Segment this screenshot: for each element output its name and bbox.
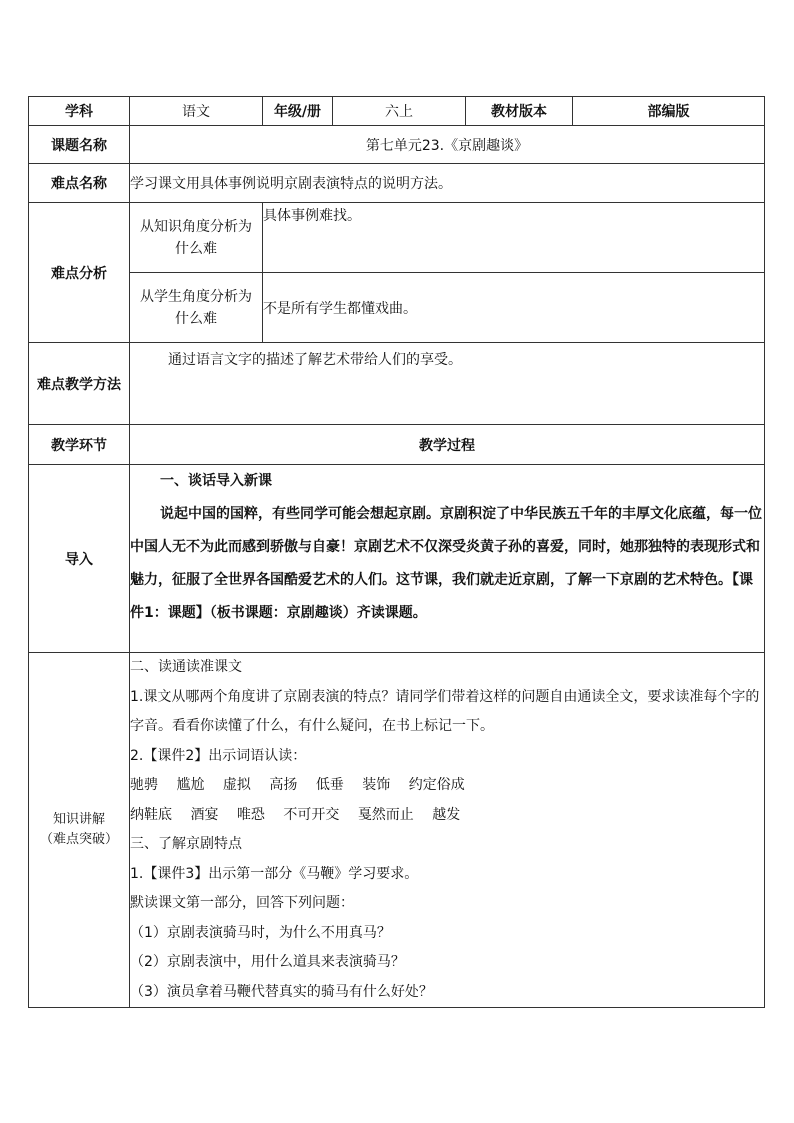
knowledge-row (29, 653, 765, 1008)
header-row (29, 97, 765, 126)
knowledge-content (130, 653, 765, 1008)
word-item: 驰骋 (130, 777, 158, 793)
word-item: 戛然而止 (357, 806, 414, 823)
word-item: 虚拟 (222, 777, 251, 793)
lesson-plan-table (28, 96, 765, 1008)
lesson-row (29, 126, 765, 164)
sub-question-2: （2）京剧表演中，用什么道具来表演骑马？ (130, 954, 405, 970)
sub-question-3: （3）演员拿着马鞭代替真实的骑马有什么好处？ (130, 983, 433, 1000)
knowledge-label-line1: 知识讲解 (52, 812, 105, 827)
word-item: 越发 (432, 806, 461, 823)
analysis-label: 难点分析 (29, 203, 130, 343)
subject-label: 学科 (29, 97, 130, 126)
difficulty-value: 学习课文用具体事例说明京剧表演特点的说明方法。 (130, 164, 765, 203)
student-angle-label: 从学生角度分析为什么难 (130, 273, 263, 343)
intro-content (130, 465, 765, 653)
instruction: 默读课文第一部分，回答下列问题： (130, 895, 354, 911)
process-header-row (29, 425, 765, 465)
analysis-row-student (29, 273, 765, 343)
question-2: 2.【课件2】出示词语认读： (130, 747, 307, 764)
difficulty-row (29, 164, 765, 203)
word-item: 不可开交 (283, 806, 340, 823)
word-item: 约定俗成 (408, 777, 465, 793)
word-list-row-2 (130, 801, 764, 831)
word-item: 低垂 (315, 777, 344, 793)
method-label: 难点教学方法 (29, 343, 130, 425)
intro-paragraph: 说起中国的国粹，有些同学可能会想起京剧。京剧积淀了中华民族五千年的丰厚文化底蕴，每一位中国人无不为此而感到骄傲与自豪！京剧艺术不仅深受炎黄子孙的喜爱，同时，她那独特的表现形式和魅力，征服了全世界各国酷爱艺术的人们。这节课，我们就走近京剧，了解一下京剧的艺术特色。【课件1：课题】（板书课题：京剧趣谈）齐读课题。 (130, 506, 762, 621)
sub-question-1: （1）京剧表演骑马时，为什么不用真马？ (130, 924, 391, 941)
student-angle-value: 不是所有学生都懂戏曲。 (263, 273, 765, 343)
word-item: 唯恐 (236, 806, 265, 823)
stage-header: 教学环节 (29, 425, 130, 465)
knowledge-angle-value: 具体事例难找。 (263, 203, 765, 273)
knowledge-angle-label: 从知识角度分析为什么难 (130, 203, 263, 273)
word-item: 酒宴 (190, 806, 219, 823)
knowledge-label-line2: （难点突破） (39, 832, 118, 847)
analysis-row-knowledge (29, 203, 765, 273)
grade-label: 年级/册 (263, 97, 333, 126)
word-item: 高扬 (269, 777, 298, 793)
lesson-title: 第七单元23.《京剧趣谈》 (130, 126, 765, 164)
intro-heading: 一、谈话导入新课 (160, 473, 272, 489)
method-row (29, 343, 765, 425)
section-read: 二、读通读准课文 (130, 659, 242, 675)
question-3: 1.【课件3】出示第一部分《马鞭》学习要求。 (130, 865, 419, 882)
intro-label: 导入 (29, 465, 130, 653)
word-item: 尴尬 (176, 777, 205, 793)
process-header: 教学过程 (130, 425, 765, 465)
word-item: 装饰 (362, 777, 391, 793)
question-1: 1.课文从哪两个角度讲了京剧表演的特点？请同学们带着这样的问题自由通读全文，要求读准每个字的字音。看看你读懂了什么，有什么疑问，在书上标记一下。 (130, 688, 760, 734)
subject-value: 语文 (130, 97, 263, 126)
word-list-row-1 (130, 771, 764, 801)
method-value: 通过语言文字的描述了解艺术带给人们的享受。 (130, 343, 765, 425)
knowledge-label (29, 653, 130, 1008)
difficulty-label: 难点名称 (29, 164, 130, 203)
lesson-label: 课题名称 (29, 126, 130, 164)
grade-value: 六上 (333, 97, 466, 126)
section-features: 三、了解京剧特点 (130, 836, 242, 852)
word-item: 纳鞋底 (130, 806, 172, 823)
edition-value: 部编版 (573, 97, 765, 126)
edition-label: 教材版本 (466, 97, 573, 126)
intro-row (29, 465, 765, 653)
